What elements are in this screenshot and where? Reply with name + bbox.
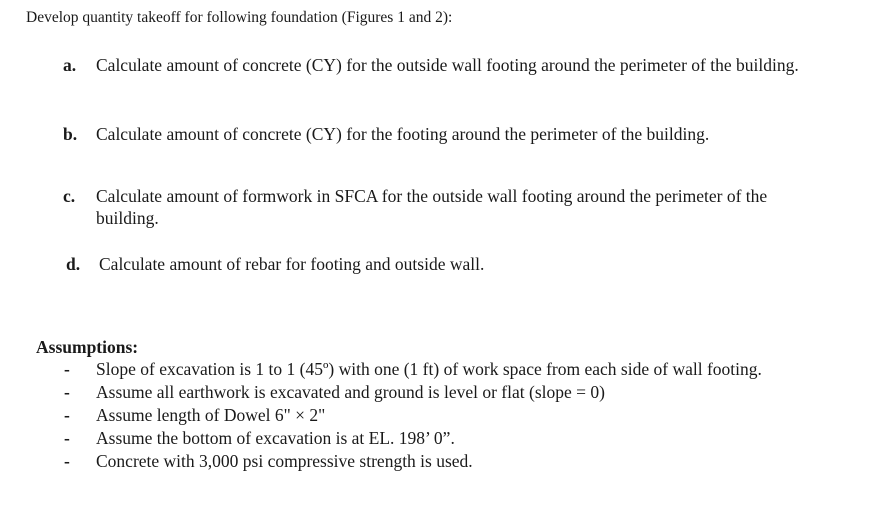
task-text: Calculate amount of rebar for footing and outside wall.: [99, 254, 485, 274]
task-text: Calculate amount of concrete (CY) for the outside wall footing around the perimeter of the building.: [96, 55, 799, 75]
task-letter: a.: [63, 55, 77, 75]
bullet-dash: -: [64, 451, 70, 471]
assumption-text: Slope of excavation is 1 to 1 (45º) with one (1 ft) of work space from each side of wall footing.: [96, 359, 762, 379]
assumption-text: Assume all earthwork is excavated and ground is level or flat (slope = 0): [96, 382, 605, 402]
bullet-dash: -: [64, 428, 70, 448]
assumption-text: Concrete with 3,000 psi compressive strength is used.: [96, 451, 473, 471]
task-letter: c.: [63, 186, 76, 206]
bullet-dash: -: [64, 359, 70, 379]
task-letter: d.: [66, 254, 81, 274]
bullet-dash: -: [64, 382, 70, 402]
assumptions-heading: Assumptions:: [36, 337, 139, 357]
intro-text: Develop quantity takeoff for following foundation (Figures 1 and 2):: [26, 9, 453, 26]
assumption-text: Assume length of Dowel 6" × 2": [96, 405, 326, 425]
bullet-dash: -: [64, 405, 70, 425]
task-letter: b.: [63, 124, 78, 144]
assumption-text: Assume the bottom of excavation is at EL. 198’ 0”.: [96, 428, 455, 448]
task-text: Calculate amount of formwork in SFCA for the outside wall footing around the perimeter of the building.: [96, 186, 768, 228]
task-text: Calculate amount of concrete (CY) for the footing around the perimeter of the building.: [96, 124, 710, 144]
